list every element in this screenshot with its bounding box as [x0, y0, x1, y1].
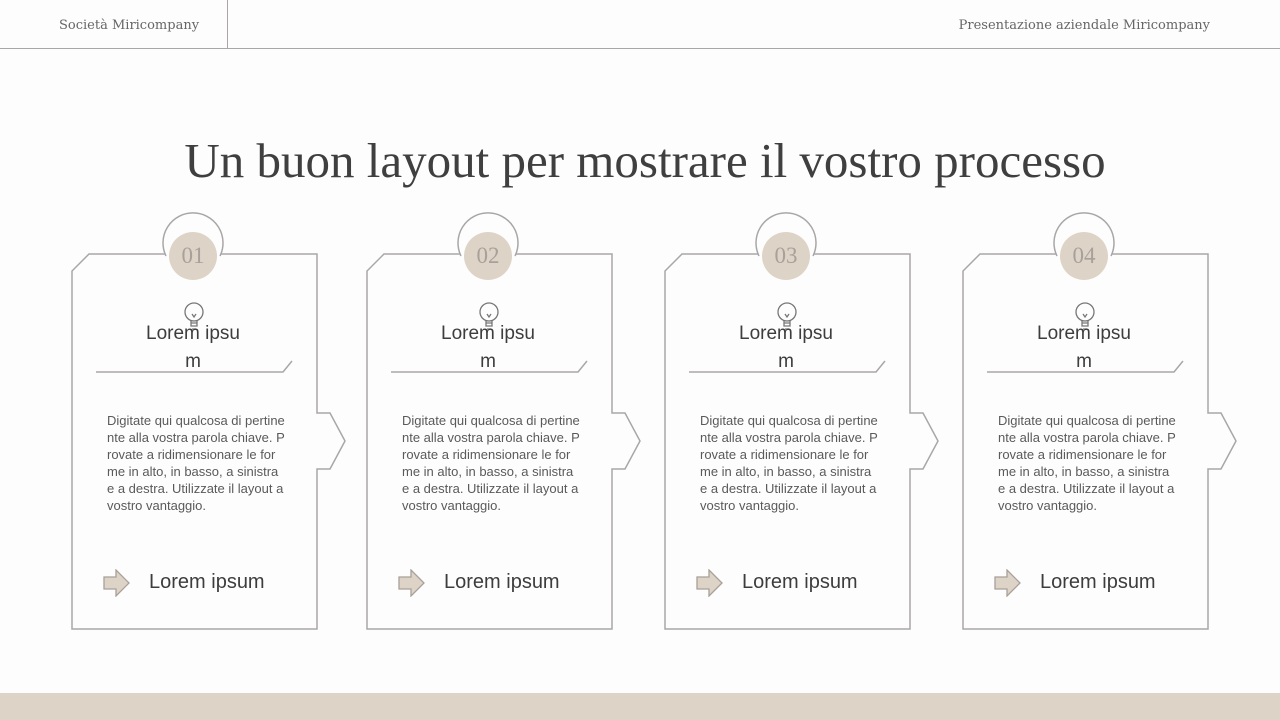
- step-description: Digitate qui qualcosa di pertinente alla vostra parola chiave. Provate a ridimensionare le forme in alto, in basso, a sinistra e a destra. Utilizzate il layout a vostro vantaggio.: [107, 413, 285, 513]
- step-description: Digitate qui qualcosa di pertinente alla vostra parola chiave. Provate a ridimensionare le forme in alto, in basso, a sinistra e a destra. Utilizzate il layout a vostro vantaggio.: [998, 413, 1176, 513]
- footer-band: [0, 693, 1280, 720]
- presentation-name: Presentazione aziendale Miricompany: [958, 18, 1210, 33]
- step-number: 03: [774, 243, 798, 268]
- arrow-right-icon: [103, 569, 131, 597]
- step-footer-label: Lorem ipsum: [1040, 571, 1156, 593]
- step-description: Digitate qui qualcosa di pertinente alla vostra parola chiave. Provate a ridimensionare le forme in alto, in basso, a sinistra e a destra. Utilizzate il layout a vostro vantaggio.: [700, 413, 878, 513]
- header-bar: [0, 0, 1280, 49]
- process-step-card-4: [962, 224, 1242, 634]
- company-name: Società Miricompany: [59, 18, 200, 33]
- step-footer-label: Lorem ipsum: [149, 571, 265, 593]
- header-divider: [227, 0, 228, 48]
- step-footer-label: Lorem ipsum: [742, 571, 858, 593]
- step-number: 01: [181, 243, 205, 268]
- arrow-right-icon: [398, 569, 426, 597]
- arrow-right-icon: [994, 569, 1022, 597]
- step-heading: Lorem ipsum: [441, 323, 535, 372]
- process-step-card-3: [664, 224, 944, 634]
- process-step-card-2: [366, 224, 646, 634]
- step-heading: Lorem ipsum: [1037, 323, 1131, 372]
- process-step-card-1: [71, 224, 351, 634]
- step-number: 02: [476, 243, 500, 268]
- step-heading: Lorem ipsum: [146, 323, 240, 372]
- step-number: 04: [1072, 243, 1096, 268]
- step-description: Digitate qui qualcosa di pertinente alla vostra parola chiave. Provate a ridimensionare le forme in alto, in basso, a sinistra e a destra. Utilizzate il layout a vostro vantaggio.: [402, 413, 580, 513]
- step-heading: Lorem ipsum: [739, 323, 833, 372]
- arrow-right-icon: [696, 569, 724, 597]
- step-footer-label: Lorem ipsum: [444, 571, 560, 593]
- slide-title: Un buon layout per mostrare il vostro processo: [184, 133, 1106, 188]
